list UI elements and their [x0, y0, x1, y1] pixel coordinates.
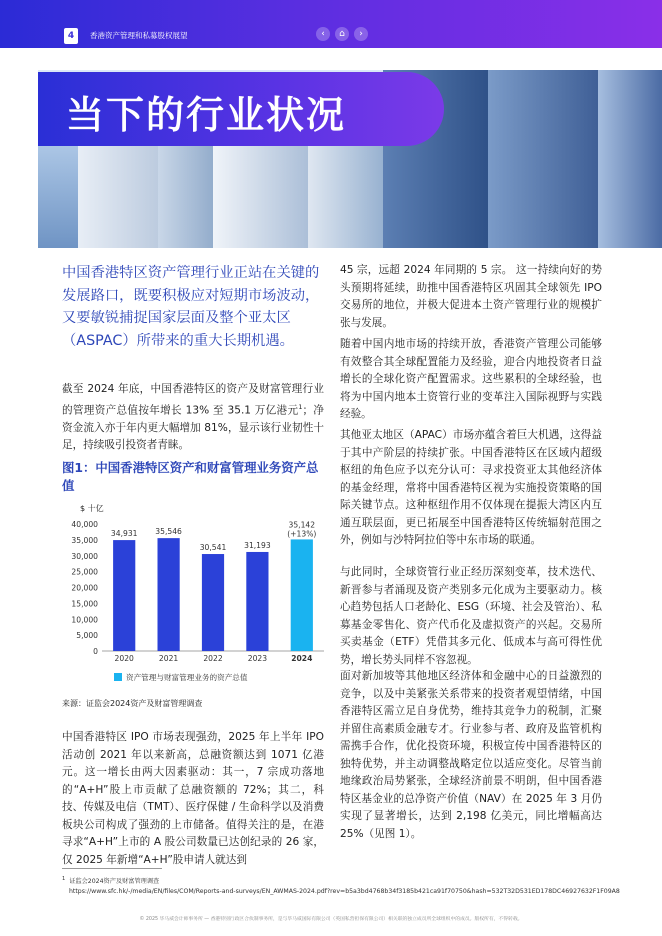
data-label: 35,142	[288, 520, 316, 530]
footnote-divider	[62, 868, 162, 869]
home-icon[interactable]: ⌂	[335, 27, 349, 41]
footnote	[62, 875, 620, 896]
y-tick-label: 30,000	[71, 551, 98, 561]
bar	[158, 538, 180, 651]
figure-title: 图1：中国香港特区资产和财富管理业务资产总值	[62, 460, 319, 493]
chevron-left-icon[interactable]: ‹	[316, 27, 330, 41]
x-tick-label: 2022	[203, 654, 223, 663]
y-tick-label: 25,000	[71, 567, 98, 577]
data-label: 31,193	[244, 540, 271, 550]
left-paragraph-1: 截至 2024 年底，中国香港特区的资产及财富管理行业的管理资产总值按年增长 13% 至 35.1 万亿港元$^1$；净资金流入亦于年内更大幅增加 81%，显示该行业韧性十足，持续吸引投资者青睐。	[62, 383, 324, 452]
x-tick-label: 2024	[291, 654, 313, 663]
bar	[202, 554, 224, 651]
y-tick-label: 5,000	[76, 631, 98, 641]
right-paragraph-2: 随着中国内地市场的持续开放，香港资产管理公司能够有效整合其全球配置能力及经验，迎合内地投资者日益增长的全球化资产配置需求。这些累积的全球经验，也将为中国内地本土资管行业的变革注入国际视野与实践经验。	[340, 338, 602, 420]
legend-swatch	[114, 673, 122, 681]
footnote-number: 1	[62, 876, 66, 882]
page-title: 当下的行业状况	[66, 93, 347, 137]
left-paragraph-2: 中国香港特区 IPO 市场表现强劲，2025 年上半年 IPO 活动创 2021 年以来新高，总融资额达到 1071 亿港元。这一增长由两大因素驱动：其一，7 宗成功落地的“A+H”股上市贡献了总融资额的 72%；其二，科技、传媒及电信（TMT）、医疗保健 / 生命科学以及消费板块公司构成了强劲的上市储备。值得关注的是，在港寻求“A+H”上市的 A 股公司数量已达创纪录的 26 家，仅 2025 年新增“A+H”股申请人就达到	[62, 731, 324, 866]
footnote-link[interactable]: https://www.sfc.hk/-/media/EN/files/COM/Reports-and-surveys/EN_AWMAS-2024.pdf?rev=b5a3bd4768b34f3185b421ca91f70750&hash=532T32D531ED178DC46927632F1F09A8	[69, 887, 620, 895]
right-paragraph-4: 与此同时，全球资管行业正经历深刻变革，技术迭代、新晋参与者涌现及资产类别多元化成为主要驱动力。核心趋势包括人口老龄化、ESG（环境、社会及管治）、私募基金零售化、资产代币化及虚拟资产的兴起。交易所买卖基金（ETF）凭借其多元化、低成本与高可得性优势，增长势头同样不容忽视。	[340, 566, 602, 666]
data-label: 30,541	[199, 543, 227, 553]
y-tick-label: 40,000	[71, 520, 98, 529]
figure-source: 来源：证监会2024资产及财富管理调查	[62, 699, 203, 708]
growth-annotation: (+13%)	[287, 529, 317, 539]
bar	[113, 540, 135, 651]
document-title: 香港资产管理和私募股权展望	[90, 31, 188, 40]
right-paragraph-5: 面对新加坡等其他地区经济体和金融中心的日益激烈的竞争，以及中美紧张关系带来的投资者观望情绪，中国香港特区需立足自身优势，维持其竞争力的税制，汇聚并留住高素质金融专才。行业参与者、政府及监管机构需携手合作，优化投资环境，积极宣传中国香港特区的独特优势，并主动调整战略定位以适应变化。尽管当前地缘政治局势紧张，全球经济前景不明朗，但中国香港特区基金业的总净资产价值（NAV）在 2025 年 3 月仍实现了显著增长，达到 2,198 亿美元，同比增幅高达 25%（见图 1）。	[340, 670, 602, 840]
x-tick-label: 2020	[114, 654, 134, 663]
data-label: 34,931	[110, 529, 138, 539]
x-tick-label: 2023	[247, 654, 268, 663]
right-paragraph-3: 其他亚太地区（APAC）市场亦蕴含着巨大机遇，这得益于其中产阶层的持续扩张。中国香港特区在区域内超级枢纽的角色应予以充分认可：寻求投资亚太其他经济体的基金经理，常将中国香港特区视为实施投资策略的国际关键节点。这种枢纽作用不仅体现在提振大湾区内互通互联层面，更已拓展至中国香港特区传统辐射范围之外，例如与沙特阿拉伯等中东市场的联通。	[340, 429, 602, 546]
page-number: 4	[64, 28, 78, 44]
copyright-notice: © 2025 毕马威会计师事务所 — 香港特别行政区合伙制事务所，是与毕马威国际有限公司（英国私营担保有限公司）相关联的独立成员所全球组织中的成员。版权所有，不得转载。	[139, 917, 523, 922]
footnote-text: 证监会2024资产及财富管理调查	[69, 878, 160, 886]
y-axis-label: $ 十亿	[80, 504, 104, 513]
x-tick-label: 2021	[158, 654, 179, 663]
bar	[246, 552, 268, 651]
bar	[291, 539, 313, 651]
data-label: 35,546	[155, 527, 182, 537]
bar-chart	[62, 500, 326, 692]
legend-label: 资产管理与财富管理业务的资产总值	[126, 673, 248, 682]
lead-paragraph: 中国香港特区资产管理行业正站在关键的发展路口，既要积极应对短期市场波动，又要敏锐捕捉国家层面及整个亚太区（ASPAC）所带来的重大长期机遇。	[62, 265, 320, 349]
y-tick-label: 0	[93, 647, 98, 656]
chevron-right-icon[interactable]: ›	[354, 27, 368, 41]
top-bar	[0, 0, 662, 48]
y-tick-label: 10,000	[71, 615, 98, 625]
y-tick-label: 15,000	[71, 599, 98, 609]
y-tick-label: 35,000	[71, 535, 98, 545]
right-paragraph-1: 45 宗，远超 2024 年同期的 5 宗。 这一持续向好的势头预期将延续，助推中国香港特区巩固其全球领先 IPO 交易所的地位，并极大促进本土资产管理行业的规模扩张与发展。	[340, 264, 602, 329]
footnote-ref[interactable]: 1	[298, 402, 303, 411]
y-tick-label: 20,000	[71, 583, 98, 593]
